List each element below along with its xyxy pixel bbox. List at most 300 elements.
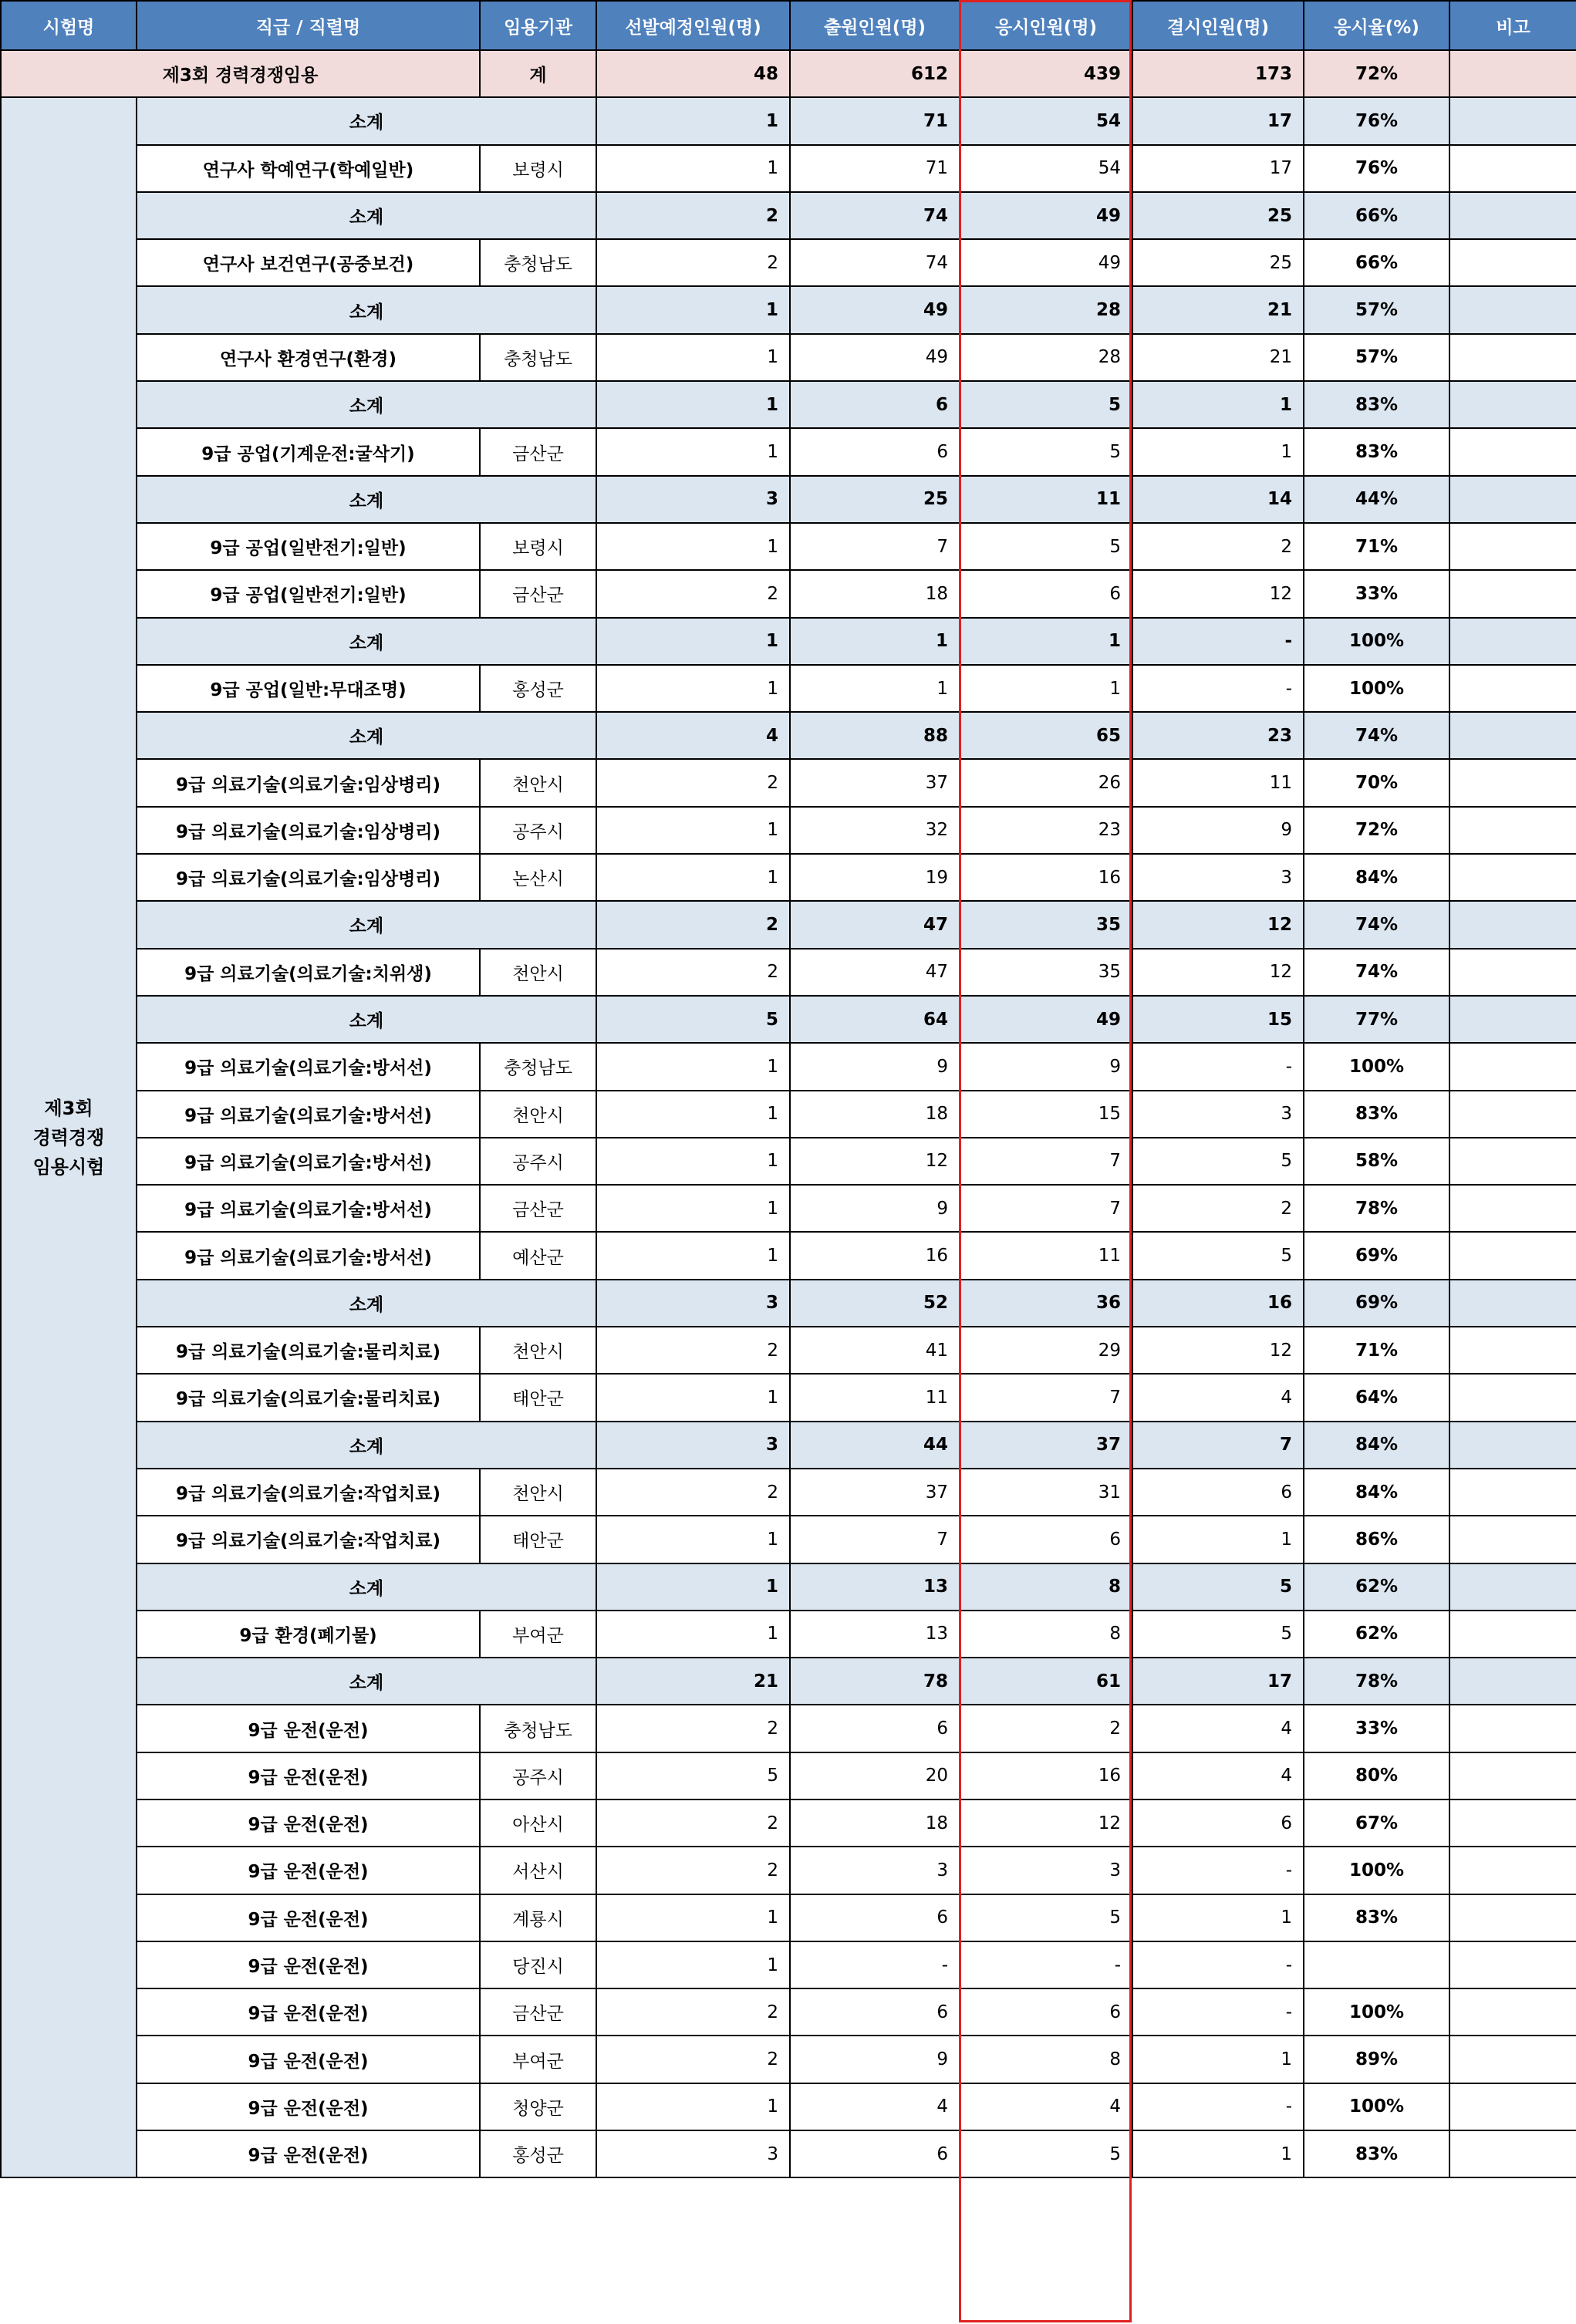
took-count: 8 <box>960 1611 1132 1658</box>
planned-count: 3 <box>596 2130 790 2177</box>
took-count: 7 <box>960 1138 1132 1185</box>
note-cell <box>1449 1232 1576 1279</box>
absent-count: 2 <box>1132 1185 1304 1232</box>
total-note <box>1449 50 1576 97</box>
applied-count: 52 <box>790 1280 960 1327</box>
header-org: 임용기관 <box>480 1 596 50</box>
applied-count: 78 <box>790 1658 960 1705</box>
subtotal-label: 소계 <box>137 901 596 948</box>
took-count: 5 <box>960 1894 1132 1941</box>
org-name: 태안군 <box>480 1374 596 1421</box>
org-name: 예산군 <box>480 1232 596 1279</box>
rate-value <box>1304 1941 1449 1988</box>
took-count: 1 <box>960 665 1132 712</box>
rate-value: 74% <box>1304 901 1449 948</box>
header-position: 직급 / 직렬명 <box>137 1 480 50</box>
planned-count: 1 <box>596 1374 790 1421</box>
subtotal-row <box>1 901 1576 948</box>
applied-count: 25 <box>790 476 960 523</box>
subtotal-label: 소계 <box>137 476 596 523</box>
rate-value: 64% <box>1304 1374 1449 1421</box>
planned-count: 1 <box>596 807 790 854</box>
applied-count: 9 <box>790 1043 960 1090</box>
table-row <box>1 949 1576 996</box>
took-count: 4 <box>960 2083 1132 2130</box>
absent-count: 15 <box>1132 996 1304 1043</box>
total-applied: 612 <box>790 50 960 97</box>
header-rate: 응시율(%) <box>1304 1 1449 50</box>
absent-count: 11 <box>1132 759 1304 806</box>
note-cell <box>1449 1563 1576 1611</box>
applied-count: 16 <box>790 1232 960 1279</box>
table-row <box>1 1988 1576 2036</box>
absent-count: 4 <box>1132 1752 1304 1799</box>
note-cell <box>1449 712 1576 759</box>
took-count: 5 <box>960 428 1132 475</box>
applied-count: 88 <box>790 712 960 759</box>
note-cell <box>1449 1280 1576 1327</box>
planned-count: 1 <box>596 1941 790 1988</box>
position-name: 9급 공업(일반전기:일반) <box>137 570 480 617</box>
applied-count: 47 <box>790 949 960 996</box>
took-count: 28 <box>960 334 1132 381</box>
applied-count: 19 <box>790 854 960 901</box>
org-name: 충청남도 <box>480 334 596 381</box>
applied-count: 71 <box>790 97 960 144</box>
note-cell <box>1449 1185 1576 1232</box>
took-count: 31 <box>960 1469 1132 1516</box>
subtotal-label: 소계 <box>137 618 596 665</box>
took-count: 61 <box>960 1658 1132 1705</box>
subtotal-row <box>1 1658 1576 1705</box>
org-name: 서산시 <box>480 1847 596 1894</box>
absent-count: 7 <box>1132 1422 1304 1469</box>
absent-count: 17 <box>1132 1658 1304 1705</box>
table-row <box>1 854 1576 901</box>
table-row <box>1 1327 1576 1374</box>
took-count: 5 <box>960 2130 1132 2177</box>
note-cell <box>1449 854 1576 901</box>
took-count: 16 <box>960 854 1132 901</box>
rate-value: 44% <box>1304 476 1449 523</box>
planned-count: 1 <box>596 145 790 192</box>
took-count: 1 <box>960 618 1132 665</box>
note-cell <box>1449 428 1576 475</box>
note-cell <box>1449 570 1576 617</box>
note-cell <box>1449 618 1576 665</box>
table-row <box>1 1752 1576 1799</box>
planned-count: 2 <box>596 192 790 239</box>
note-cell <box>1449 1469 1576 1516</box>
took-count: 7 <box>960 1185 1132 1232</box>
took-count: 6 <box>960 1516 1132 1563</box>
table-row <box>1 1232 1576 1279</box>
note-cell <box>1449 901 1576 948</box>
applied-count: 47 <box>790 901 960 948</box>
applied-count: 4 <box>790 2083 960 2130</box>
header-absent: 결시인원(명) <box>1132 1 1304 50</box>
table-row <box>1 523 1576 570</box>
absent-count: - <box>1132 1941 1304 1988</box>
rate-value: 100% <box>1304 1847 1449 1894</box>
table-row <box>1 2036 1576 2083</box>
org-name: 충청남도 <box>480 1043 596 1090</box>
rate-value: 66% <box>1304 192 1449 239</box>
absent-count: 12 <box>1132 901 1304 948</box>
took-count: 9 <box>960 1043 1132 1090</box>
subtotal-row <box>1 97 1576 144</box>
note-cell <box>1449 2130 1576 2177</box>
planned-count: 2 <box>596 1327 790 1374</box>
rate-value: 74% <box>1304 949 1449 996</box>
note-cell <box>1449 1705 1576 1752</box>
total-row <box>1 50 1576 97</box>
org-name: 천안시 <box>480 1327 596 1374</box>
org-name: 홍성군 <box>480 665 596 712</box>
absent-count: 3 <box>1132 854 1304 901</box>
absent-count: 12 <box>1132 570 1304 617</box>
applied-count: 13 <box>790 1611 960 1658</box>
planned-count: 2 <box>596 949 790 996</box>
table-row <box>1 1091 1576 1138</box>
note-cell <box>1449 807 1576 854</box>
table-row <box>1 1799 1576 1847</box>
absent-count: 5 <box>1132 1611 1304 1658</box>
planned-count: 1 <box>596 1043 790 1090</box>
position-name: 9급 의료기술(의료기술:방서선) <box>137 1138 480 1185</box>
applied-count: 32 <box>790 807 960 854</box>
position-name: 9급 운전(운전) <box>137 2083 480 2130</box>
org-name: 청양군 <box>480 2083 596 2130</box>
rate-value: 100% <box>1304 618 1449 665</box>
applied-count: 7 <box>790 523 960 570</box>
subtotal-row <box>1 286 1576 333</box>
note-cell <box>1449 145 1576 192</box>
note-cell <box>1449 286 1576 333</box>
planned-count: 1 <box>596 1232 790 1279</box>
took-count: 5 <box>960 381 1132 428</box>
table-row <box>1 334 1576 381</box>
absent-count: 14 <box>1132 476 1304 523</box>
position-name: 9급 운전(운전) <box>137 1705 480 1752</box>
header-took: 응시인원(명) <box>960 1 1132 50</box>
rate-value: 83% <box>1304 1091 1449 1138</box>
org-name: 공주시 <box>480 807 596 854</box>
position-name: 연구사 학예연구(학예일반) <box>137 145 480 192</box>
applied-count: 9 <box>790 1185 960 1232</box>
position-name: 9급 의료기술(의료기술:방서선) <box>137 1232 480 1279</box>
rate-value: 84% <box>1304 854 1449 901</box>
subtotal-label: 소계 <box>137 1658 596 1705</box>
applied-count: 7 <box>790 1516 960 1563</box>
subtotal-label: 소계 <box>137 712 596 759</box>
applied-count: 44 <box>790 1422 960 1469</box>
absent-count: 16 <box>1132 1280 1304 1327</box>
rate-value: 33% <box>1304 1705 1449 1752</box>
position-name: 9급 의료기술(의료기술:치위생) <box>137 949 480 996</box>
planned-count: 1 <box>596 286 790 333</box>
table-row <box>1 239 1576 286</box>
absent-count: 25 <box>1132 192 1304 239</box>
absent-count: 5 <box>1132 1138 1304 1185</box>
rate-value: 74% <box>1304 712 1449 759</box>
subtotal-row <box>1 1563 1576 1611</box>
org-name: 태안군 <box>480 1516 596 1563</box>
absent-count: 9 <box>1132 807 1304 854</box>
took-count: 6 <box>960 1988 1132 2036</box>
org-name: 천안시 <box>480 1469 596 1516</box>
rate-value: 69% <box>1304 1280 1449 1327</box>
subtotal-row <box>1 618 1576 665</box>
table-row <box>1 665 1576 712</box>
subtotal-row <box>1 1422 1576 1469</box>
planned-count: 2 <box>596 2036 790 2083</box>
absent-count: 6 <box>1132 1799 1304 1847</box>
org-name: 당진시 <box>480 1941 596 1988</box>
org-name: 논산시 <box>480 854 596 901</box>
rate-value: 76% <box>1304 145 1449 192</box>
planned-count: 1 <box>596 428 790 475</box>
org-name: 홍성군 <box>480 2130 596 2177</box>
note-cell <box>1449 759 1576 806</box>
org-name: 천안시 <box>480 759 596 806</box>
position-name: 9급 의료기술(의료기술:임상병리) <box>137 854 480 901</box>
took-count: 37 <box>960 1422 1132 1469</box>
rate-value: 72% <box>1304 807 1449 854</box>
took-count: 29 <box>960 1327 1132 1374</box>
note-cell <box>1449 1611 1576 1658</box>
table-row <box>1 145 1576 192</box>
took-count: 3 <box>960 1847 1132 1894</box>
took-count: 8 <box>960 1563 1132 1611</box>
rate-value: 84% <box>1304 1422 1449 1469</box>
absent-count: 1 <box>1132 428 1304 475</box>
applied-count: 37 <box>790 759 960 806</box>
applied-count: 12 <box>790 1138 960 1185</box>
note-cell <box>1449 949 1576 996</box>
planned-count: 2 <box>596 1799 790 1847</box>
planned-count: 3 <box>596 1422 790 1469</box>
applied-count: 74 <box>790 239 960 286</box>
subtotal-row <box>1 476 1576 523</box>
took-count: 5 <box>960 523 1132 570</box>
took-count: 8 <box>960 2036 1132 2083</box>
absent-count: 21 <box>1132 334 1304 381</box>
absent-count: - <box>1132 2083 1304 2130</box>
took-count: 49 <box>960 996 1132 1043</box>
rate-value: 100% <box>1304 1043 1449 1090</box>
rate-value: 83% <box>1304 381 1449 428</box>
planned-count: 2 <box>596 239 790 286</box>
applied-count: 3 <box>790 1847 960 1894</box>
planned-count: 1 <box>596 1516 790 1563</box>
note-cell <box>1449 334 1576 381</box>
header-row <box>1 1 1576 50</box>
applied-count: 64 <box>790 996 960 1043</box>
position-name: 9급 의료기술(의료기술:작업치료) <box>137 1516 480 1563</box>
note-cell <box>1449 1138 1576 1185</box>
org-name: 금산군 <box>480 570 596 617</box>
planned-count: 2 <box>596 1705 790 1752</box>
org-name: 금산군 <box>480 428 596 475</box>
position-name: 9급 운전(운전) <box>137 2130 480 2177</box>
applied-count: 1 <box>790 665 960 712</box>
took-count: 6 <box>960 570 1132 617</box>
rate-value: 62% <box>1304 1611 1449 1658</box>
planned-count: 1 <box>596 1091 790 1138</box>
position-name: 9급 운전(운전) <box>137 1894 480 1941</box>
note-cell <box>1449 996 1576 1043</box>
note-cell <box>1449 1091 1576 1138</box>
position-name: 9급 운전(운전) <box>137 1752 480 1799</box>
absent-count: - <box>1132 1043 1304 1090</box>
note-cell <box>1449 1941 1576 1988</box>
subtotal-label: 소계 <box>137 1280 596 1327</box>
org-name: 부여군 <box>480 2036 596 2083</box>
planned-count: 3 <box>596 1280 790 1327</box>
total-absent: 173 <box>1132 50 1304 97</box>
took-count: 49 <box>960 192 1132 239</box>
note-cell <box>1449 2036 1576 2083</box>
table-row <box>1 1374 1576 1421</box>
position-name: 9급 의료기술(의료기술:물리치료) <box>137 1374 480 1421</box>
rate-value: 84% <box>1304 1469 1449 1516</box>
rate-value: 57% <box>1304 334 1449 381</box>
rate-value: 83% <box>1304 2130 1449 2177</box>
planned-count: 1 <box>596 381 790 428</box>
table-row <box>1 2130 1576 2177</box>
position-name: 연구사 보건연구(공중보건) <box>137 239 480 286</box>
rate-value: 100% <box>1304 665 1449 712</box>
applied-count: 11 <box>790 1374 960 1421</box>
position-name: 9급 환경(폐기물) <box>137 1611 480 1658</box>
note-cell <box>1449 97 1576 144</box>
table-row <box>1 1847 1576 1894</box>
subtotal-label: 소계 <box>137 286 596 333</box>
note-cell <box>1449 192 1576 239</box>
position-name: 9급 운전(운전) <box>137 1941 480 1988</box>
took-count: 11 <box>960 1232 1132 1279</box>
position-name: 9급 의료기술(의료기술:방서선) <box>137 1091 480 1138</box>
planned-count: 2 <box>596 1847 790 1894</box>
subtotal-label: 소계 <box>137 1563 596 1611</box>
took-count: 15 <box>960 1091 1132 1138</box>
org-name: 보령시 <box>480 523 596 570</box>
table-row <box>1 2083 1576 2130</box>
took-count: 12 <box>960 1799 1132 1847</box>
absent-count: - <box>1132 1988 1304 2036</box>
planned-count: 1 <box>596 618 790 665</box>
position-name: 9급 의료기술(의료기술:물리치료) <box>137 1327 480 1374</box>
table-row <box>1 1894 1576 1941</box>
rate-value: 66% <box>1304 239 1449 286</box>
note-cell <box>1449 1799 1576 1847</box>
took-count: 28 <box>960 286 1132 333</box>
applied-count: 71 <box>790 145 960 192</box>
planned-count: 1 <box>596 854 790 901</box>
absent-count: 23 <box>1132 712 1304 759</box>
note-cell <box>1449 2083 1576 2130</box>
header-applied: 출원인원(명) <box>790 1 960 50</box>
org-name: 천안시 <box>480 949 596 996</box>
subtotal-row <box>1 1280 1576 1327</box>
rate-value: 33% <box>1304 570 1449 617</box>
absent-count: - <box>1132 618 1304 665</box>
table-row <box>1 1469 1576 1516</box>
exam-name-cell: 제3회 경력경쟁 임용시험 <box>1 97 137 2177</box>
absent-count: 2 <box>1132 523 1304 570</box>
subtotal-row <box>1 996 1576 1043</box>
note-cell <box>1449 1374 1576 1421</box>
subtotal-row <box>1 381 1576 428</box>
took-count: 54 <box>960 97 1132 144</box>
planned-count: 1 <box>596 665 790 712</box>
absent-count: 17 <box>1132 97 1304 144</box>
subtotal-label: 소계 <box>137 192 596 239</box>
applied-count: - <box>790 1941 960 1988</box>
took-count: - <box>960 1941 1132 1988</box>
rate-value: 58% <box>1304 1138 1449 1185</box>
org-name: 금산군 <box>480 1185 596 1232</box>
table-row <box>1 1516 1576 1563</box>
position-name: 9급 의료기술(의료기술:방서선) <box>137 1185 480 1232</box>
absent-count: 5 <box>1132 1232 1304 1279</box>
took-count: 35 <box>960 949 1132 996</box>
rate-value: 100% <box>1304 2083 1449 2130</box>
org-name: 공주시 <box>480 1138 596 1185</box>
rate-value: 78% <box>1304 1185 1449 1232</box>
applied-count: 6 <box>790 428 960 475</box>
table-row <box>1 759 1576 806</box>
applied-count: 37 <box>790 1469 960 1516</box>
planned-count: 4 <box>596 712 790 759</box>
rate-value: 62% <box>1304 1563 1449 1611</box>
rate-value: 86% <box>1304 1516 1449 1563</box>
planned-count: 1 <box>596 1138 790 1185</box>
subtotal-label: 소계 <box>137 381 596 428</box>
applied-count: 74 <box>790 192 960 239</box>
header-planned: 선발예정인원(명) <box>596 1 790 50</box>
applied-count: 41 <box>790 1327 960 1374</box>
total-rate: 72% <box>1304 50 1449 97</box>
planned-count: 2 <box>596 570 790 617</box>
took-count: 35 <box>960 901 1132 948</box>
planned-count: 1 <box>596 1611 790 1658</box>
subtotal-row <box>1 192 1576 239</box>
note-cell <box>1449 1847 1576 1894</box>
note-cell <box>1449 1894 1576 1941</box>
applied-count: 9 <box>790 2036 960 2083</box>
planned-count: 2 <box>596 759 790 806</box>
absent-count: 6 <box>1132 1469 1304 1516</box>
took-count: 54 <box>960 145 1132 192</box>
applied-count: 1 <box>790 618 960 665</box>
position-name: 9급 의료기술(의료기술:작업치료) <box>137 1469 480 1516</box>
position-name: 9급 운전(운전) <box>137 1988 480 2036</box>
applied-count: 6 <box>790 1894 960 1941</box>
org-name: 충청남도 <box>480 1705 596 1752</box>
took-count: 49 <box>960 239 1132 286</box>
applied-count: 49 <box>790 286 960 333</box>
absent-count: 1 <box>1132 381 1304 428</box>
note-cell <box>1449 1752 1576 1799</box>
absent-count: 25 <box>1132 239 1304 286</box>
table-row <box>1 1043 1576 1090</box>
applied-count: 18 <box>790 1091 960 1138</box>
applied-count: 18 <box>790 1799 960 1847</box>
rate-value: 100% <box>1304 1988 1449 2036</box>
total-planned: 48 <box>596 50 790 97</box>
